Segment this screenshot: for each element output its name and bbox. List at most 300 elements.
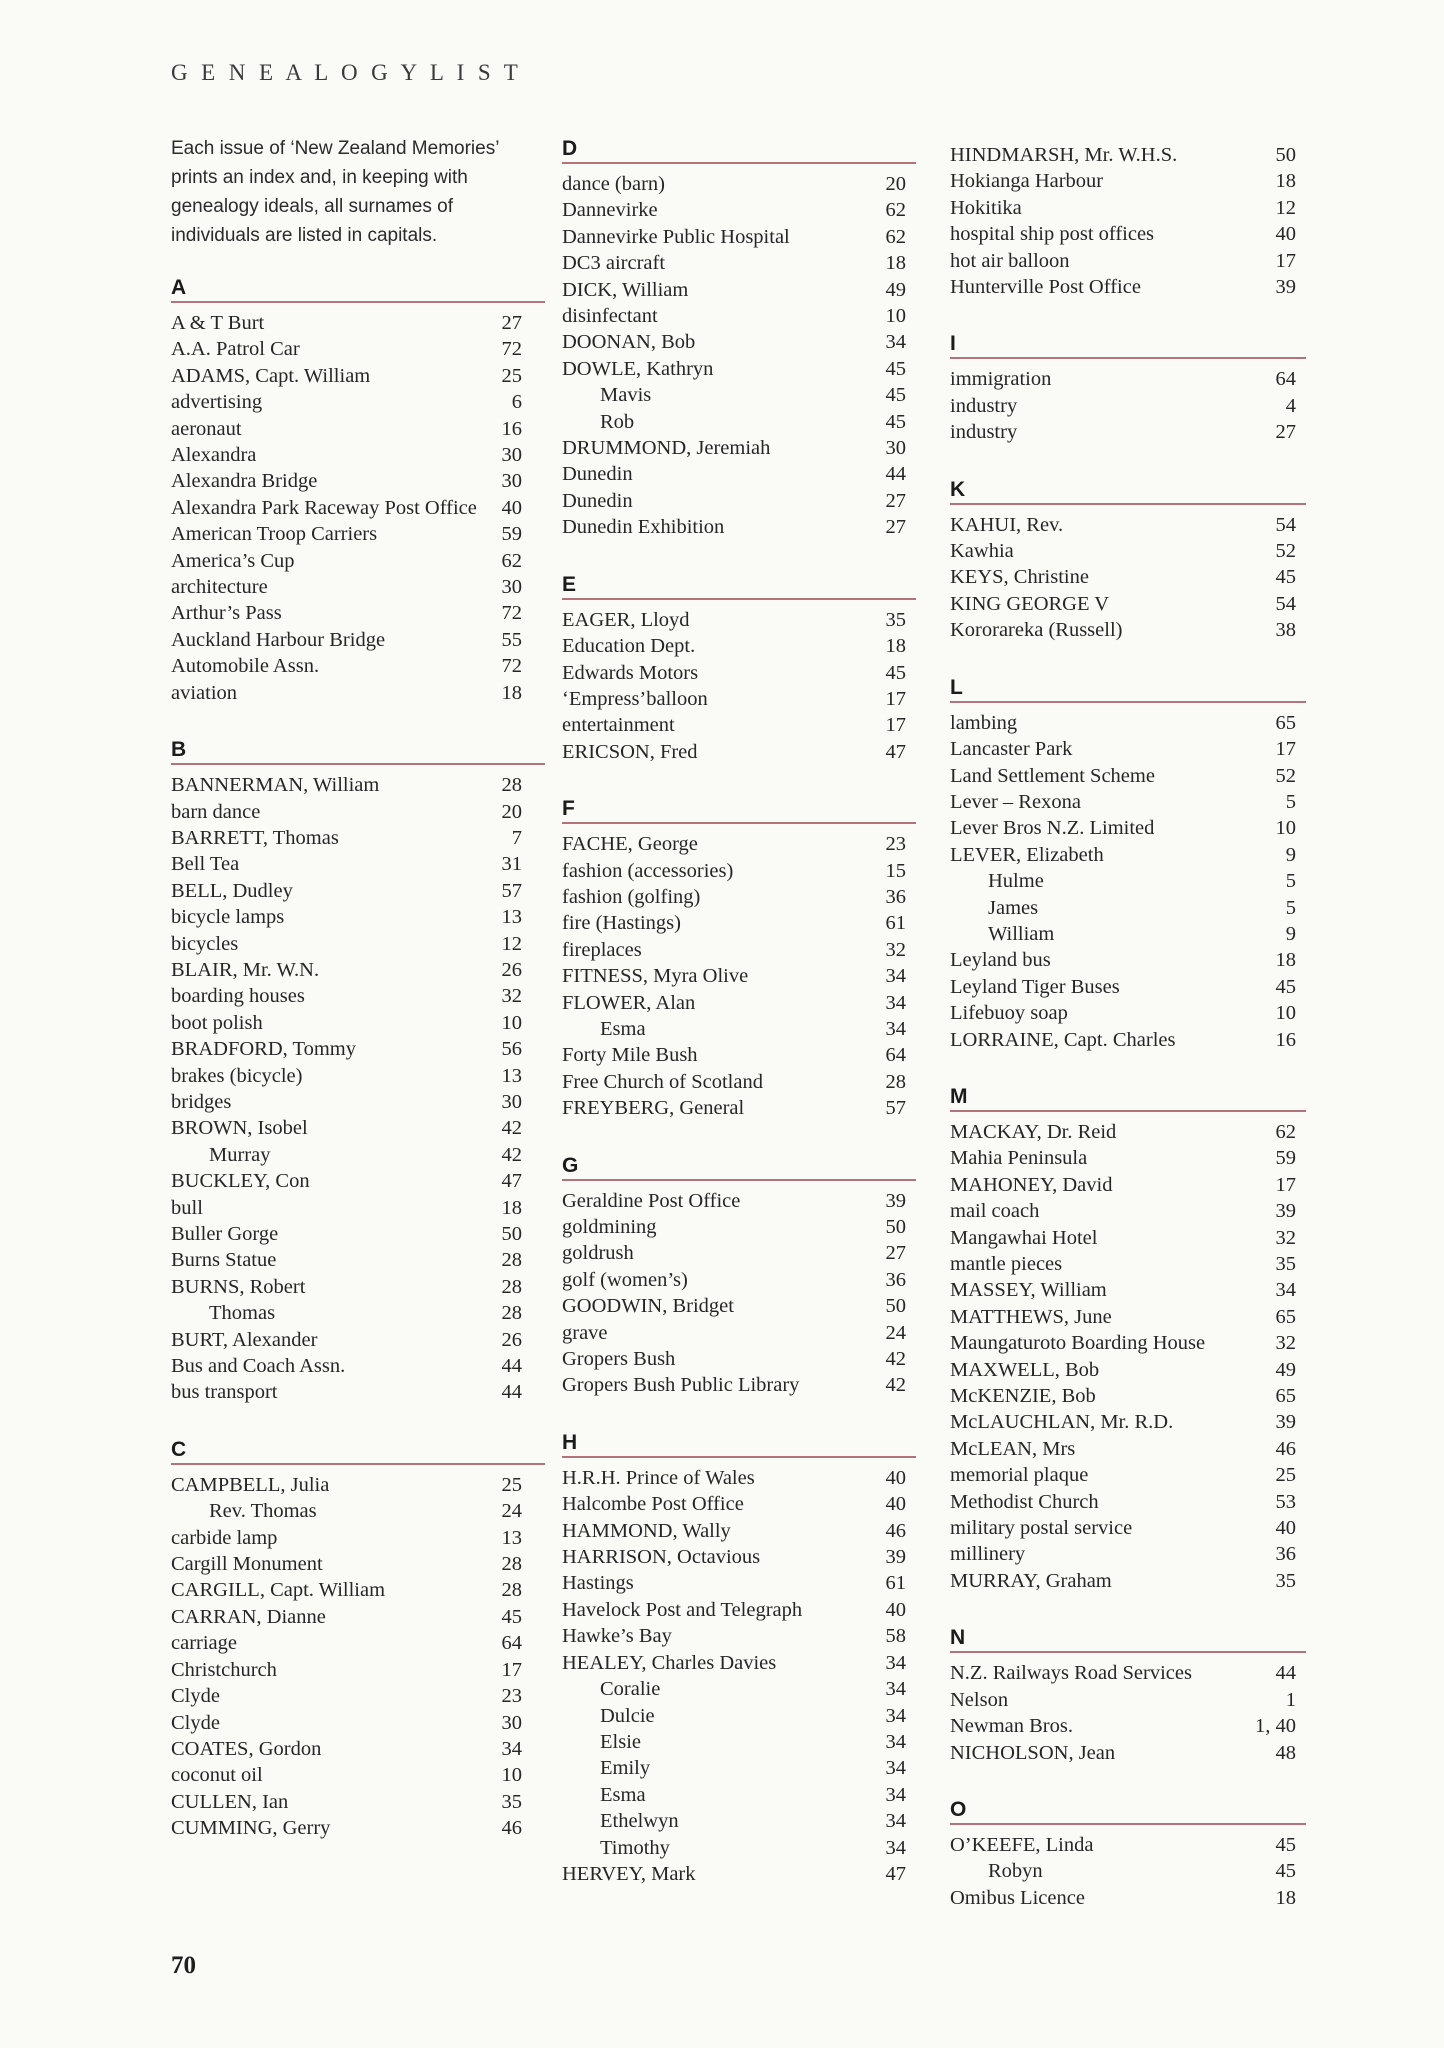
entry-page: 30 xyxy=(501,470,522,493)
entry-page: 36 xyxy=(885,1268,906,1291)
entry-label: BLAIR, Mr. W.N. xyxy=(171,958,320,981)
index-entry xyxy=(950,947,1296,973)
index-entry xyxy=(171,1010,522,1036)
entry-page: 13 xyxy=(501,1064,522,1087)
entry-page: 47 xyxy=(885,1862,906,1885)
entry-label: MAXWELL, Bob xyxy=(950,1358,1100,1381)
entry-page: 49 xyxy=(885,278,906,301)
index-entry xyxy=(950,736,1296,762)
index-entry xyxy=(171,1789,522,1815)
entry-page: 65 xyxy=(1275,1305,1296,1328)
entry-page: 62 xyxy=(501,549,522,572)
entry-page: 46 xyxy=(885,1519,906,1542)
entry-page: 12 xyxy=(501,932,522,955)
entry-page: 20 xyxy=(885,173,906,195)
entry-page: 30 xyxy=(501,1090,522,1113)
entry-page: 44 xyxy=(501,1355,522,1378)
index-entry xyxy=(171,1657,522,1683)
entry-page: 65 xyxy=(1275,711,1296,734)
index-entry xyxy=(171,1630,522,1656)
entry-label: Burns Statue xyxy=(171,1249,277,1272)
entry-page: 47 xyxy=(885,740,906,763)
entry-page: 62 xyxy=(885,199,906,222)
entry-label: Thomas xyxy=(209,1302,276,1325)
entry-page: 31 xyxy=(501,853,522,876)
index-entry xyxy=(950,1198,1296,1224)
index-entry xyxy=(562,303,906,329)
section-heading xyxy=(562,574,906,600)
entry-page: 28 xyxy=(501,774,522,797)
entry-label: grave xyxy=(562,1321,608,1344)
index-entry xyxy=(950,1225,1296,1251)
entry-label: military postal service xyxy=(950,1517,1133,1540)
entry-page: 7 xyxy=(511,826,522,849)
index-entry xyxy=(171,825,522,851)
index-section-H xyxy=(562,1432,906,1888)
index-entry xyxy=(171,1604,522,1630)
entry-label: DC3 aircraft xyxy=(562,252,666,275)
entry-label: A & T Burt xyxy=(171,312,265,334)
entry-page: 50 xyxy=(885,1295,906,1318)
entry-label: disinfectant xyxy=(562,305,658,328)
section-rule xyxy=(562,1179,916,1181)
entry-label: Omibus Licence xyxy=(950,1886,1085,1909)
entry-label: Bus and Coach Assn. xyxy=(171,1355,346,1378)
entry-page: 34 xyxy=(1275,1279,1296,1302)
entry-label: Clyde xyxy=(171,1711,220,1734)
entry-label: boarding houses xyxy=(171,985,305,1008)
index-entry xyxy=(562,910,906,936)
index-entry xyxy=(562,250,906,276)
entry-page: 10 xyxy=(501,1764,522,1787)
entry-label: EAGER, Lloyd xyxy=(562,608,690,631)
entry-page: 56 xyxy=(501,1038,522,1061)
entry-label: Mahia Peninsula xyxy=(950,1147,1088,1170)
index-entry xyxy=(950,512,1296,538)
entry-label: HERVEY, Mark xyxy=(562,1862,696,1885)
entry-page: 45 xyxy=(885,661,906,684)
index-entry xyxy=(171,363,522,389)
index-entry xyxy=(562,990,906,1016)
entry-label: Clyde xyxy=(171,1685,220,1708)
index-entry xyxy=(562,1835,906,1861)
index-entry xyxy=(171,1815,522,1841)
entry-page: 9 xyxy=(1285,843,1296,866)
entry-label: DRUMMOND, Jeremiah xyxy=(562,437,771,460)
entry-label: HEALEY, Charles Davies xyxy=(562,1651,777,1674)
entry-label: Timothy xyxy=(600,1836,670,1859)
entry-label: William xyxy=(988,922,1055,945)
entry-label: Lever – Rexona xyxy=(950,790,1081,813)
index-entry xyxy=(171,1353,522,1379)
entry-page: 59 xyxy=(501,523,522,546)
entry-page: 18 xyxy=(1275,1886,1296,1909)
entry-page: 45 xyxy=(1275,1833,1296,1856)
entry-label: Halcombe Post Office xyxy=(562,1493,744,1516)
index-entry xyxy=(171,1736,522,1762)
entry-page: 55 xyxy=(501,628,522,651)
entry-page: 47 xyxy=(501,1170,522,1193)
index-entry xyxy=(950,591,1296,617)
entry-page: 27 xyxy=(885,489,906,512)
index-section-continued xyxy=(950,142,1296,300)
index-entry xyxy=(950,1277,1296,1303)
section-heading xyxy=(950,1627,1296,1653)
index-entry xyxy=(562,1491,906,1517)
section-rule xyxy=(950,503,1306,505)
section-letter: I xyxy=(950,332,957,356)
index-section-O xyxy=(950,1799,1296,1911)
entry-label: NICHOLSON, Jean xyxy=(950,1741,1116,1764)
entry-label: Esma xyxy=(600,1017,646,1040)
entry-page: 17 xyxy=(501,1658,522,1681)
section-rule xyxy=(950,1823,1306,1825)
entry-label: CAMPBELL, Julia xyxy=(171,1473,330,1496)
entry-page: 48 xyxy=(1275,1741,1296,1764)
index-entry xyxy=(562,1782,906,1808)
index-entry xyxy=(950,393,1296,419)
index-entry xyxy=(171,1063,522,1089)
index-entry xyxy=(171,310,522,336)
entry-label: Gropers Bush Public Library xyxy=(562,1374,800,1397)
entry-label: Hastings xyxy=(562,1572,634,1595)
entry-page: 39 xyxy=(1275,276,1296,299)
entry-page: 49 xyxy=(1275,1358,1296,1381)
entry-label: architecture xyxy=(171,576,268,599)
entry-page: 46 xyxy=(501,1817,522,1840)
entry-label: Land Settlement Scheme xyxy=(950,764,1155,787)
section-heading xyxy=(171,277,522,303)
index-entry xyxy=(562,382,906,408)
entry-page: 10 xyxy=(1275,817,1296,840)
entry-label: Geraldine Post Office xyxy=(562,1189,741,1212)
entry-label: goldrush xyxy=(562,1242,634,1265)
entry-page: 35 xyxy=(501,1790,522,1813)
entry-label: MASSEY, William xyxy=(950,1279,1107,1302)
index-entry xyxy=(171,389,522,415)
entry-label: FLOWER, Alan xyxy=(562,991,696,1014)
index-section-L xyxy=(950,677,1296,1053)
entry-page: 53 xyxy=(1275,1490,1296,1513)
entry-page: 18 xyxy=(501,681,522,704)
entry-page: 45 xyxy=(1275,975,1296,998)
index-entry xyxy=(171,627,522,653)
entry-page: 6 xyxy=(511,391,522,414)
index-entry xyxy=(950,248,1296,274)
index-entry xyxy=(171,653,522,679)
entry-page: 45 xyxy=(501,1605,522,1628)
section-heading xyxy=(950,677,1296,703)
index-entry xyxy=(950,419,1296,445)
index-entry xyxy=(950,842,1296,868)
entry-label: Alexandra Park Raceway Post Office xyxy=(171,496,477,519)
index-entry xyxy=(562,712,906,738)
index-entry xyxy=(562,1861,906,1887)
entry-label: carbide lamp xyxy=(171,1526,278,1549)
entry-label: industry xyxy=(950,421,1018,444)
index-entry xyxy=(950,1568,1296,1594)
entry-page: 40 xyxy=(885,1466,906,1489)
entry-page: 54 xyxy=(1275,592,1296,615)
entry-page: 35 xyxy=(885,608,906,631)
section-rule xyxy=(562,598,916,600)
index-entry xyxy=(171,1089,522,1115)
index-entry xyxy=(171,1195,522,1221)
index-entry xyxy=(171,957,522,983)
index-entry xyxy=(562,1372,906,1398)
index-entry xyxy=(950,789,1296,815)
index-entry xyxy=(562,1544,906,1570)
entry-label: industry xyxy=(950,394,1018,417)
index-entry xyxy=(171,1472,522,1498)
entry-label: DOWLE, Kathryn xyxy=(562,357,714,380)
entry-page: 44 xyxy=(1275,1662,1296,1685)
entry-label: Rev. Thomas xyxy=(209,1500,317,1523)
entry-label: HAMMOND, Wally xyxy=(562,1519,731,1542)
entry-page: 25 xyxy=(1275,1464,1296,1487)
entry-page: 46 xyxy=(1275,1437,1296,1460)
entry-label: bicycles xyxy=(171,932,239,955)
entry-label: Lever Bros N.Z. Limited xyxy=(950,817,1155,840)
section-rule xyxy=(171,301,545,303)
entry-page: 28 xyxy=(501,1553,522,1576)
entry-label: hospital ship post offices xyxy=(950,223,1155,246)
entry-label: bicycle lamps xyxy=(171,906,285,929)
index-section-A xyxy=(171,277,522,706)
index-entry xyxy=(562,963,906,989)
entry-page: 25 xyxy=(501,364,522,387)
entry-page: 64 xyxy=(885,1044,906,1067)
entry-label: Gropers Bush xyxy=(562,1348,676,1371)
entry-page: 34 xyxy=(501,1737,522,1760)
entry-label: GOODWIN, Bridget xyxy=(562,1295,734,1318)
entry-page: 15 xyxy=(885,859,906,882)
entry-label: fireplaces xyxy=(562,938,642,961)
entry-label: FITNESS, Myra Olive xyxy=(562,965,749,988)
entry-page: 18 xyxy=(1275,170,1296,193)
entry-label: Coralie xyxy=(600,1678,661,1701)
entry-page: 45 xyxy=(1275,1860,1296,1883)
entry-label: Alexandra Bridge xyxy=(171,470,318,493)
page-title: G E N E A L O G Y L I S T xyxy=(171,60,522,85)
entry-page: 32 xyxy=(885,938,906,961)
entry-label: Hunterville Post Office xyxy=(950,276,1141,299)
entry-page: 17 xyxy=(1275,249,1296,272)
entry-page: 30 xyxy=(501,576,522,599)
index-entry xyxy=(171,1683,522,1709)
index-entry xyxy=(562,858,906,884)
entry-label: HARRISON, Octavious xyxy=(562,1546,761,1569)
index-entry xyxy=(171,904,522,930)
entry-page: 50 xyxy=(885,1216,906,1238)
entry-label: DOONAN, Bob xyxy=(562,331,696,354)
index-entry xyxy=(562,356,906,382)
index-entry xyxy=(562,1293,906,1319)
entry-page: 45 xyxy=(885,410,906,433)
entry-page: 45 xyxy=(885,357,906,380)
index-entry xyxy=(171,416,522,442)
entry-label: golf (women’s) xyxy=(562,1268,688,1291)
entry-page: 50 xyxy=(501,1223,522,1245)
entry-label: CARRAN, Dianne xyxy=(171,1605,326,1628)
section-letter: A xyxy=(171,276,187,299)
index-entry xyxy=(950,1357,1296,1383)
index-entry xyxy=(950,221,1296,247)
entry-label: ‘Empress’balloon xyxy=(562,687,708,710)
entry-page: 18 xyxy=(501,1196,522,1219)
entry-label: fashion (golfing) xyxy=(562,885,701,908)
entry-page: 34 xyxy=(885,1810,906,1833)
section-heading xyxy=(950,333,1296,359)
entry-page: 65 xyxy=(1275,1385,1296,1408)
entry-label: Ethelwyn xyxy=(600,1810,679,1833)
index-section-M xyxy=(950,1086,1296,1594)
intro-text: Each issue of ‘New Zealand Memories’ prints an index and, in keeping with genealogy ideals, all surnames of individuals are listed in capitals. xyxy=(171,138,499,246)
entry-page: 17 xyxy=(1275,1173,1296,1196)
section-heading xyxy=(562,138,906,164)
entry-label: Dulcie xyxy=(600,1704,655,1727)
entry-label: American Troop Carriers xyxy=(171,523,378,546)
entry-label: barn dance xyxy=(171,800,261,823)
index-entry xyxy=(562,1465,906,1491)
index-entry xyxy=(950,1515,1296,1541)
index-entry xyxy=(562,937,906,963)
section-heading xyxy=(562,1432,906,1458)
entry-page: 42 xyxy=(501,1143,522,1166)
entry-label: James xyxy=(988,896,1039,919)
index-entry xyxy=(950,1541,1296,1567)
entry-label: DICK, William xyxy=(562,278,689,301)
entry-label: HINDMARSH, Mr. W.H.S. xyxy=(950,144,1178,166)
entry-page: 32 xyxy=(1275,1226,1296,1249)
entry-label: CULLEN, Ian xyxy=(171,1790,289,1813)
entry-label: BROWN, Isobel xyxy=(171,1117,308,1140)
index-entry xyxy=(950,710,1296,736)
section-rule xyxy=(171,763,545,765)
section-heading xyxy=(950,1086,1296,1112)
index-entry xyxy=(950,538,1296,564)
section-heading xyxy=(171,1439,522,1465)
index-entry xyxy=(562,1703,906,1729)
entry-page: 52 xyxy=(1275,764,1296,787)
entry-label: coconut oil xyxy=(171,1764,263,1787)
entry-label: advertising xyxy=(171,391,263,414)
entry-page: 36 xyxy=(885,885,906,908)
index-entry xyxy=(950,1858,1296,1884)
entry-label: Lifebuoy soap xyxy=(950,1002,1068,1025)
entry-page: 17 xyxy=(885,687,906,710)
index-entry xyxy=(562,1650,906,1676)
entry-label: fashion (accessories) xyxy=(562,859,734,882)
index-entry xyxy=(171,495,522,521)
index-entry xyxy=(171,600,522,626)
entry-label: Mangawhai Hotel xyxy=(950,1226,1098,1249)
entry-label: Kororareka (Russell) xyxy=(950,619,1123,642)
index-entry xyxy=(950,168,1296,194)
entry-label: Edwards Motors xyxy=(562,661,699,684)
entry-page: 44 xyxy=(885,463,906,486)
index-section-F xyxy=(562,798,906,1121)
index-entry xyxy=(562,633,906,659)
entry-label: Dunedin xyxy=(562,463,633,486)
index-entry xyxy=(171,799,522,825)
index-entry xyxy=(562,329,906,355)
section-heading xyxy=(171,739,522,765)
entry-page: 72 xyxy=(501,338,522,361)
index-entry xyxy=(562,1240,906,1266)
entry-page: 28 xyxy=(501,1275,522,1298)
index-section-C xyxy=(171,1439,522,1842)
entry-page: 27 xyxy=(501,312,522,334)
entry-page: 62 xyxy=(885,225,906,248)
entry-page: 34 xyxy=(885,1651,906,1674)
entry-label: immigration xyxy=(950,368,1052,391)
index-entry xyxy=(950,1251,1296,1277)
entry-label: KEYS, Christine xyxy=(950,566,1089,589)
index-section-N xyxy=(950,1627,1296,1766)
entry-page: 27 xyxy=(885,1242,906,1265)
entry-label: Alexandra xyxy=(171,444,257,467)
section-letter: F xyxy=(562,797,576,821)
entry-label: Dannevirke Public Hospital xyxy=(562,225,790,248)
section-letter: K xyxy=(950,477,966,501)
entry-label: FREYBERG, General xyxy=(562,1097,745,1120)
index-entry xyxy=(171,983,522,1009)
entry-page: 34 xyxy=(885,1836,906,1859)
entry-page: 64 xyxy=(1275,368,1296,391)
entry-label: dance (barn) xyxy=(562,173,666,195)
index-column-1 xyxy=(171,277,522,1875)
entry-page: 18 xyxy=(885,252,906,275)
entry-label: Maungaturoto Boarding House xyxy=(950,1332,1206,1355)
index-section-I xyxy=(950,333,1296,445)
entry-label: fire (Hastings) xyxy=(562,912,681,935)
entry-label: Dunedin xyxy=(562,489,633,512)
section-heading xyxy=(562,1155,906,1181)
index-entry xyxy=(950,1740,1296,1766)
entry-page: 17 xyxy=(1275,738,1296,761)
index-entry xyxy=(950,1145,1296,1171)
entry-label: Dunedin Exhibition xyxy=(562,516,725,539)
entry-label: Dannevirke xyxy=(562,199,658,222)
entry-label: BUCKLEY, Con xyxy=(171,1170,310,1193)
entry-label: brakes (bicycle) xyxy=(171,1064,303,1087)
index-section-E xyxy=(562,574,906,765)
index-section-D xyxy=(562,138,906,541)
entry-label: mantle pieces xyxy=(950,1253,1063,1275)
entry-label: Emily xyxy=(600,1757,651,1780)
section-rule xyxy=(950,1110,1306,1112)
entry-page: 10 xyxy=(501,1011,522,1034)
section-letter: O xyxy=(950,1797,967,1821)
entry-label: CUMMING, Gerry xyxy=(171,1817,331,1840)
entry-label: Hawke’s Bay xyxy=(562,1625,672,1648)
entry-label: bus transport xyxy=(171,1381,278,1404)
entry-page: 57 xyxy=(501,879,522,902)
entry-label: Christchurch xyxy=(171,1658,277,1681)
index-entry xyxy=(562,435,906,461)
entry-label: A.A. Patrol Car xyxy=(171,338,300,361)
index-entry xyxy=(950,1304,1296,1330)
entry-label: bridges xyxy=(171,1090,232,1113)
entry-label: BARRETT, Thomas xyxy=(171,826,339,849)
index-entry xyxy=(171,1498,522,1524)
index-entry xyxy=(950,1687,1296,1713)
entry-label: Leyland Tiger Buses xyxy=(950,975,1120,998)
entry-page: 25 xyxy=(501,1473,522,1496)
index-entry xyxy=(171,1525,522,1551)
index-entry xyxy=(562,739,906,765)
